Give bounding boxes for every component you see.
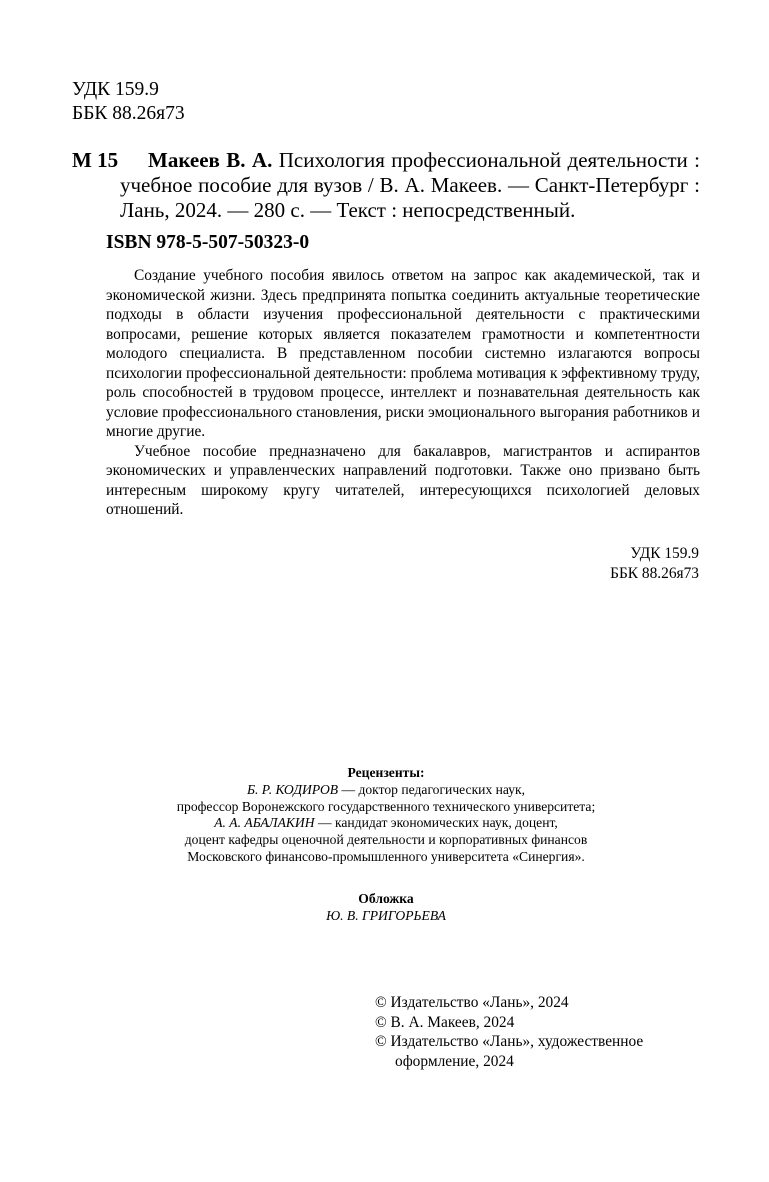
catalog-entry <box>72 148 700 223</box>
copyright-line: © Издательство «Лань», художественное <box>375 1033 644 1050</box>
bibliographic-description <box>120 148 700 223</box>
udk-code-right: УДК 159.9 <box>630 545 699 562</box>
bbk-code-right: ББК 88.26я73 <box>610 564 699 582</box>
copyright-line: © В. А. Макеев, 2024 <box>375 1013 515 1031</box>
reviewer-1-name: Б. Р. КОДИРОВ <box>246 781 339 797</box>
reviewer-2-affiliation: Московского финансово-промышленного университета «Синергия». <box>187 848 585 864</box>
reviewers-block <box>72 765 700 866</box>
reviewer-1 <box>72 782 700 799</box>
reviewer-1-degree: — доктор педагогических наук, <box>338 781 526 797</box>
cover-designer: Ю. В. ГРИГОРЬЕВА <box>326 907 446 923</box>
copyright-line: оформление, 2024 <box>395 1052 514 1070</box>
bbk-code: ББК 88.26я73 <box>72 103 185 124</box>
author-mark: М 15 <box>72 148 119 172</box>
copyright-line: © Издательство «Лань», 2024 <box>375 994 569 1011</box>
cover-credit <box>72 891 700 925</box>
reviewer-2-name: А. А. АБАЛАКИН <box>214 815 315 831</box>
reviewer-2 <box>72 815 700 832</box>
annotation <box>106 266 700 520</box>
reviewer-1-position: профессор Воронежского государственного технического университета; <box>176 798 596 814</box>
udk-code: УДК 159.9 <box>72 79 159 100</box>
reviewers-heading: Рецензенты: <box>347 765 425 780</box>
bibliographic-text: Психология профессиональной деятельности : учебное пособие для вузов / В. А. Макеев. — Санкт-Петербург : Лань, 2024. — 280 с. — Текст : непосредственный. <box>120 148 700 222</box>
index-codes-right <box>610 544 699 583</box>
reviewer-2-degree: — кандидат экономических наук, доцент, <box>314 815 558 831</box>
isbn: ISBN 978-5-507-50323-0 <box>106 232 310 253</box>
annotation-paragraph: Создание учебного пособия явилось ответом на запрос как академической, так и экономической жизни. Здесь предпринята попытка соединить актуальные теоретические подходы в области изучения профессиональной деятельности с практическими вопросами, решение которых является показателем грамотности и компетентности молодого специалиста. В представленном пособии системно излагаются вопросы психологии профессиональной деятельности: проблема мотивация к эффективному труду, роль способностей в трудовом процессе, интеллект и познавательная деятельность как условие профессионального становления, риски эмоционального выгорания работников и многие другие. <box>106 267 700 440</box>
copyright-block <box>375 993 643 1071</box>
reviewer-2-position: доцент кафедры оценочной деятельности и корпоративных финансов <box>184 832 588 848</box>
annotation-paragraph: Учебное пособие предназначено для бакалавров, магистрантов и аспирантов экономических и управленческих направлений подготовки. Также оно призвано быть интересным широкому кругу читателей, интересующихся психологией деловых отношений. <box>106 442 700 518</box>
author-name: Макеев В. А. <box>148 148 273 172</box>
udk-bbk-block <box>72 78 185 126</box>
cover-heading: Обложка <box>358 891 414 906</box>
